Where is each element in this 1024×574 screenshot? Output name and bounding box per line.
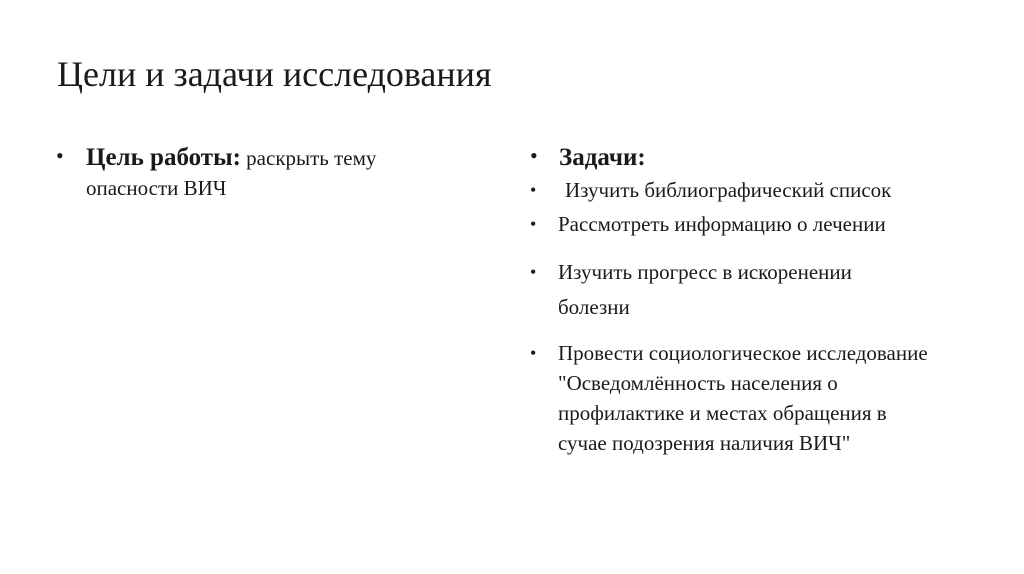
- goal-label: Цель работы:: [86, 144, 241, 171]
- goal-description: раскрыть тему опасности ВИЧ: [86, 146, 377, 200]
- goal-text-block: [56, 143, 456, 203]
- task-item: [530, 338, 970, 458]
- task-item: [530, 209, 970, 239]
- goal-bullet-item: [56, 143, 456, 203]
- tasks-section: [530, 143, 970, 455]
- bullet-dot: •: [530, 143, 538, 168]
- slide-title: Цели и задачи исследования: [57, 54, 492, 94]
- bullet-dot: •: [530, 262, 537, 282]
- task-item: [530, 175, 970, 205]
- task-text: Провести социологическое исследование "Осведомлённость населения о профилактике и местах обращения в сучае подозрения наличия ВИЧ": [558, 341, 928, 455]
- task-item: [530, 255, 970, 325]
- task-text: Изучить прогресс в искоренении болезни: [558, 260, 852, 319]
- task-text: Изучить библиографический список: [565, 178, 892, 202]
- task-text: Рассмотреть информацию о лечении: [558, 212, 886, 236]
- tasks-heading-item: [530, 143, 970, 175]
- bullet-dot: •: [530, 343, 537, 363]
- goal-section: [56, 143, 456, 203]
- tasks-heading: Задачи:: [559, 144, 646, 171]
- bullet-dot: •: [530, 180, 537, 200]
- bullet-dot: •: [530, 214, 537, 234]
- bullet-dot: •: [56, 143, 64, 168]
